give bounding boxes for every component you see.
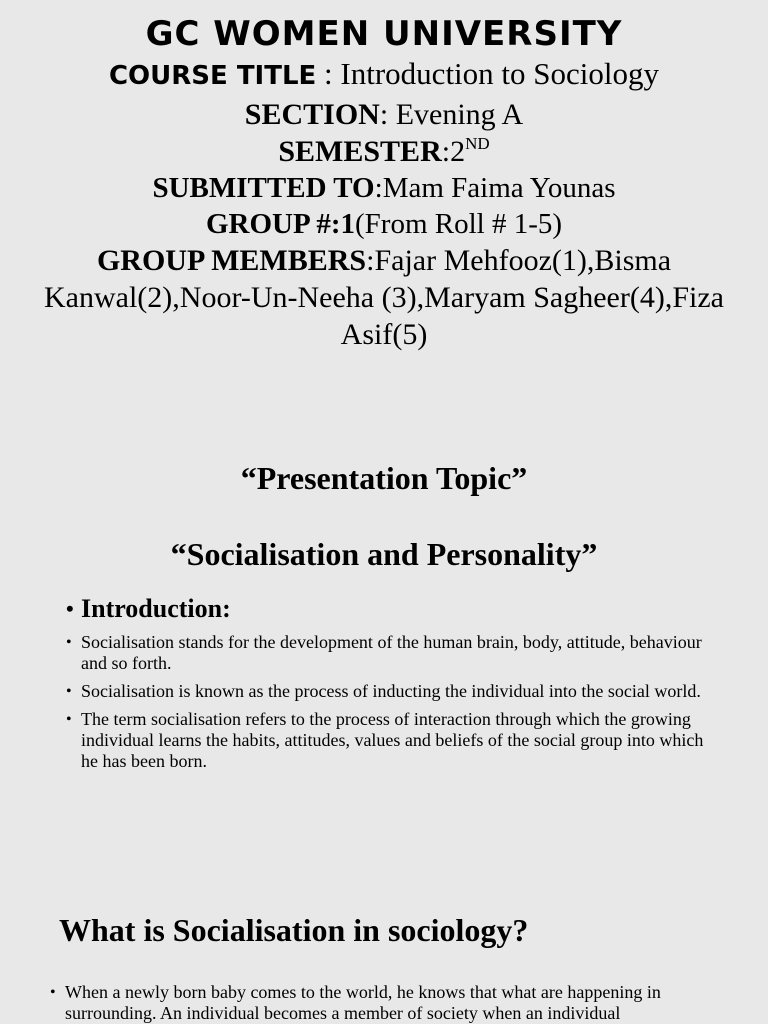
semester-superscript: ND xyxy=(465,134,490,153)
course-title-line xyxy=(0,54,768,96)
semester-label: SEMESTER xyxy=(278,135,442,168)
submitted-to-sep: : xyxy=(374,172,383,204)
bullet-icon: • xyxy=(66,683,72,700)
semester-sep: : xyxy=(441,135,451,168)
group-members xyxy=(34,242,734,353)
group-line xyxy=(0,206,768,242)
course-title-label: COURSE TITLE xyxy=(108,61,317,91)
semester-value: 2 xyxy=(450,135,466,168)
section-value: Evening A xyxy=(395,98,524,131)
introduction-heading-text: Introduction: xyxy=(81,594,231,623)
group-members-sep: : xyxy=(366,244,375,277)
cover-block xyxy=(0,14,768,353)
submitted-to-line xyxy=(0,170,768,206)
presentation-topic-title: “Socialisation and Personality” xyxy=(170,536,598,572)
list-item xyxy=(66,681,706,702)
presentation-topic-heading: “Presentation Topic” xyxy=(240,460,528,496)
section-label: SECTION xyxy=(244,98,380,131)
list-item-text: Socialisation is known as the process of inducting the individual into the social world. xyxy=(81,681,701,701)
bullet-icon: • xyxy=(66,711,72,728)
section-heading: What is Socialisation in sociology? xyxy=(59,912,529,948)
submitted-to-value: Mam Faima Younas xyxy=(382,172,616,204)
section-sep: : xyxy=(379,98,396,131)
list-item xyxy=(50,982,720,1024)
list-item-text: The term socialisation refers to the process of interaction through which the growing individual learns the habits, attitudes, values and beliefs of the social group into which he has been born. xyxy=(81,709,704,771)
submitted-to-label: SUBMITTED TO xyxy=(152,172,375,204)
university-name: GC WOMEN UNIVERSITY xyxy=(145,14,623,54)
section-line xyxy=(0,96,768,133)
semester-line xyxy=(0,133,768,170)
list-item-text: When a newly born baby comes to the world, he knows that what are happening in surrounding. An individual becomes a member of society when an individual xyxy=(65,982,661,1023)
bullet-icon: • xyxy=(66,596,74,621)
introduction-list xyxy=(66,632,706,779)
course-title-sep: : xyxy=(316,56,341,91)
group-members-value: Fajar Mehfooz(1),Bisma Kanwal(2),Noor-Un-Neeha (3),Maryam Sagheer(4),Fiza Asif(5) xyxy=(44,244,724,351)
introduction-heading xyxy=(66,592,231,626)
bullet-icon: • xyxy=(66,634,72,651)
list-item-text: Socialisation stands for the development of the human brain, body, attitude, behaviour and so forth. xyxy=(81,632,702,673)
bullet-icon: • xyxy=(50,984,56,1001)
list-item xyxy=(66,632,706,674)
course-title-value: Introduction to Sociology xyxy=(340,56,660,91)
section-list xyxy=(50,982,720,1024)
list-item xyxy=(66,709,706,772)
group-label: GROUP #:1 xyxy=(205,208,355,240)
group-members-label: GROUP MEMBERS xyxy=(96,244,367,277)
group-value: (From Roll # 1-5) xyxy=(355,208,563,240)
